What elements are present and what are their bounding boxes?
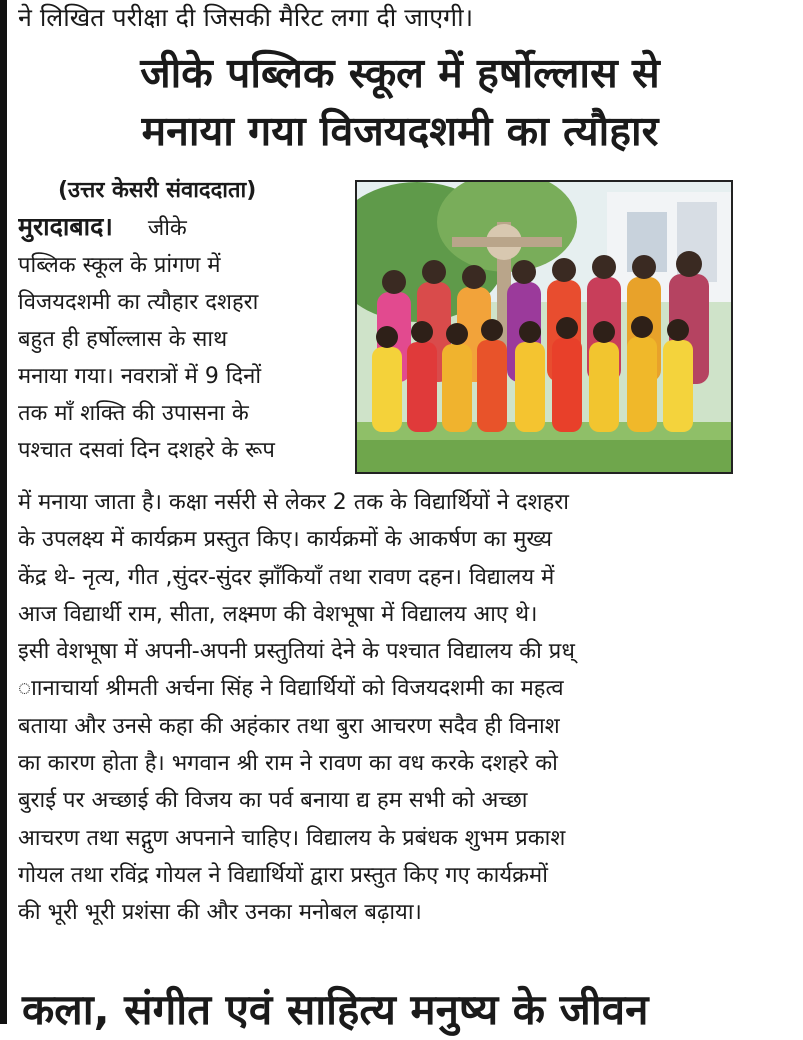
narrow-line-1	[18, 208, 348, 247]
next-article-headline: कला, संगीत एवं साहित्य मनुष्य के जीवन	[22, 985, 649, 1034]
body-line: गोयल तथा रविंद्र गोयल ने विद्यार्थियों द्वारा प्रस्तुत किए गए कार्यक्रमों	[18, 862, 548, 888]
body-line: आज विद्यार्थी राम, सीता, लक्ष्मण की वेशभूषा में विद्यालय आए थे।	[18, 601, 538, 627]
event-photo	[355, 180, 733, 474]
body-line: ाानाचार्या श्रीमती अर्चना सिंह ने विद्यार्थियों को विजयदशमी का महत्व	[18, 676, 564, 702]
body-line: के उपलक्ष्य में कार्यक्रम प्रस्तुत किए। कार्यक्रमों के आकर्षण का मुख्य	[18, 527, 553, 553]
body-line: आचरण तथा सद्गुण अपनाने चाहिए। विद्यालय के प्रबंधक शुभम प्रकाश	[18, 825, 566, 851]
previous-article-last-line: ने लिखित परीक्षा दी जिसकी मैरिट लगा दी जाएगी।	[18, 3, 474, 32]
byline: (उत्तर केसरी संवाददाता)	[58, 178, 257, 203]
headline-line-1: जीके पब्लिक स्कूल में हर्षोल्लास से	[140, 49, 660, 97]
body-line: बताया और उनसे कहा की अहंकार तथा बुरा आचरण सदैव ही विनाश	[18, 713, 560, 739]
body-line: की भूरी भूरी प्रशंसा की और उनका मनोबल बढ़ाया।	[18, 900, 422, 926]
narrow-line-7: पश्चात दसवां दिन दशहरे के रूप	[18, 438, 275, 463]
article-body	[18, 484, 798, 932]
narrow-line-3: विजयदशमी का त्यौहार दशहरा	[18, 290, 259, 315]
body-line: में मनाया जाता है। कक्षा नर्सरी से लेकर 2 तक के विद्यार्थियों ने दशहरा	[18, 490, 569, 515]
body-line: का कारण होता है। भगवान श्री राम ने रावण का वध करके दशहरे को	[18, 751, 558, 777]
narrow-line-6: तक माँ शक्ति की उपासना के	[18, 401, 249, 426]
narrow-line-2: पब्लिक स्कूल के प्रांगण में	[18, 253, 221, 278]
narrow-line-4: बहुत ही हर्षोल्लास के साथ	[18, 327, 228, 352]
narrow-column-text	[18, 208, 348, 469]
page-edge-rule	[0, 0, 7, 1024]
event-photo-illustration	[357, 182, 731, 472]
headline-line-2: मनाया गया विजयदशमी का त्यौहार	[141, 107, 659, 155]
narrow-line-1-text: जीके	[147, 216, 187, 241]
body-line: केंद्र थे- नृत्य, गीत ,सुंदर-सुंदर झाँकियाँ तथा रावण दहन। विद्यालय में	[18, 564, 555, 590]
dateline: मुरादाबाद।	[18, 212, 113, 241]
article-headline	[10, 44, 790, 160]
narrow-line-5: मनाया गया। नवरात्रों में 9 दिनों	[18, 364, 262, 389]
body-line: बुराई पर अच्छाई की विजय का पर्व बनाया द्य हम सभी को अच्छा	[18, 788, 528, 814]
body-line: इसी वेशभूषा में अपनी-अपनी प्रस्तुतियां देने के पश्चात विद्यालय की प्रध्	[18, 639, 575, 665]
